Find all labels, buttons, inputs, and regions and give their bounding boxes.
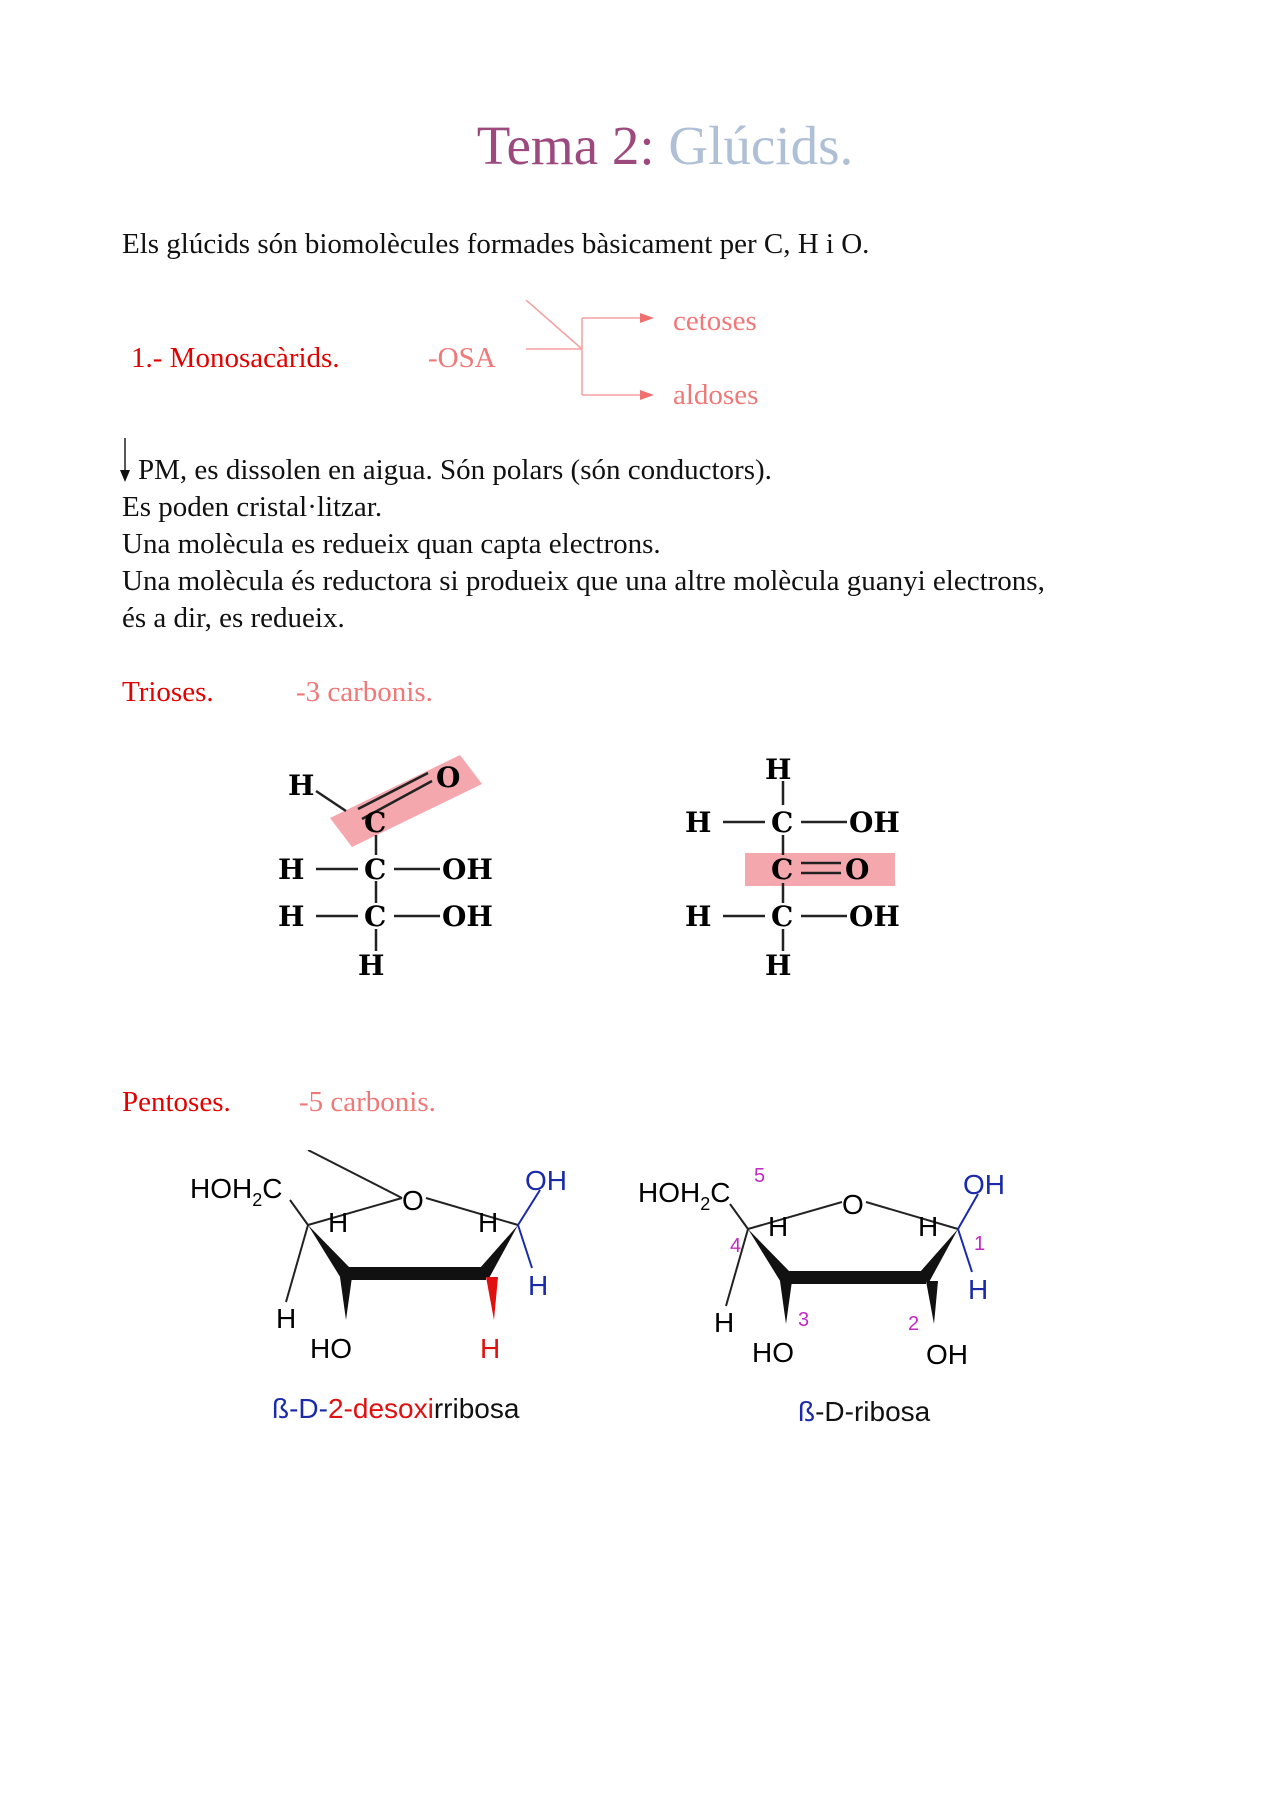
pentoses-note: -5 carbonis. bbox=[299, 1086, 436, 1118]
atom-c: C bbox=[364, 853, 387, 886]
down-arrow-icon bbox=[117, 436, 133, 486]
atom-h: H bbox=[765, 949, 792, 982]
atom-h: H bbox=[968, 1274, 989, 1305]
deoxyribose-structure bbox=[180, 1150, 600, 1430]
atom-oh: OH bbox=[926, 1339, 968, 1370]
property-line-2: Es poden cristal·litzar. bbox=[122, 491, 383, 523]
atom-oh: OH bbox=[525, 1165, 567, 1196]
atom-h-red: H bbox=[480, 1333, 501, 1364]
atom-h: H bbox=[358, 949, 385, 982]
atom-h: H bbox=[685, 900, 712, 933]
carbon-number-2: 2 bbox=[908, 1313, 920, 1335]
carbon-number-3: 3 bbox=[798, 1309, 810, 1331]
pentoses-label: Pentoses. bbox=[122, 1086, 231, 1118]
atom-o: O bbox=[845, 853, 870, 886]
atom-h: H bbox=[276, 1303, 297, 1334]
atom-c: C bbox=[771, 806, 794, 839]
intro-text: Els glúcids són biomolècules formades bàsicament per C, H i O. bbox=[122, 228, 870, 260]
ring-oxygen: O bbox=[842, 1189, 864, 1220]
atom-c: C bbox=[364, 806, 387, 839]
branch-cetoses: cetoses bbox=[673, 305, 757, 337]
atom-c: C bbox=[771, 853, 794, 886]
atom-h: H bbox=[478, 1207, 499, 1238]
section-monosacarids-heading: 1.- Monosacàrids. bbox=[131, 342, 340, 374]
atom-h: H bbox=[768, 1211, 789, 1242]
atom-o: O bbox=[436, 761, 461, 794]
ketone-highlight bbox=[745, 853, 895, 886]
atom-c: C bbox=[364, 900, 387, 933]
atom-h: H bbox=[278, 853, 305, 886]
atom-oh: OH bbox=[442, 853, 493, 886]
title-part-2: Glúcids. bbox=[668, 115, 854, 176]
atom-ho: HO bbox=[752, 1337, 794, 1368]
atom-h: H bbox=[714, 1307, 735, 1338]
property-line-3: Una molècula es redueix quan capta electrons. bbox=[122, 528, 661, 560]
ring-oxygen: O bbox=[402, 1185, 424, 1216]
atom-oh: OH bbox=[849, 900, 900, 933]
atom-h: H bbox=[278, 900, 305, 933]
atom-oh: OH bbox=[963, 1169, 1005, 1200]
glyceraldehyde-structure bbox=[270, 755, 530, 985]
atom-h: H bbox=[685, 806, 712, 839]
osa-suffix: -OSA bbox=[428, 342, 496, 374]
property-line-1: PM, es dissolen en aigua. Són polars (són conductors). bbox=[138, 454, 772, 486]
carbon-number-1: 1 bbox=[974, 1233, 986, 1255]
page-title bbox=[0, 115, 1280, 176]
atom-h: H bbox=[918, 1211, 939, 1242]
atom-h: H bbox=[328, 1207, 349, 1238]
group-hoh2c: $HOH_2C$ bbox=[638, 1177, 731, 1214]
title-part-1: Tema 2: bbox=[476, 115, 655, 176]
branch-aldoses: aldoses bbox=[673, 379, 759, 411]
atom-oh: OH bbox=[849, 806, 900, 839]
trioses-note: -3 carbonis. bbox=[296, 676, 433, 708]
atom-ho: HO bbox=[310, 1333, 352, 1364]
carbon-number-4: 4 bbox=[730, 1235, 742, 1257]
ribose-name: ß-D-ribosa bbox=[798, 1396, 931, 1427]
property-line-4: Una molècula és reductora si produeix que una altre molècula guanyi electrons, bbox=[122, 565, 1045, 597]
trioses-label: Trioses. bbox=[122, 676, 214, 708]
atom-c: C bbox=[771, 900, 794, 933]
atom-h: H bbox=[765, 755, 792, 786]
atom-h: H bbox=[528, 1270, 549, 1301]
deoxyribose-name: ß-D-2-desoxirribosa bbox=[272, 1393, 520, 1424]
branch-arrows bbox=[520, 300, 670, 410]
ribose-structure bbox=[628, 1150, 1048, 1430]
atom-oh: OH bbox=[442, 900, 493, 933]
carbon-number-5: 5 bbox=[754, 1165, 766, 1187]
atom-h: H bbox=[288, 769, 315, 802]
property-line-5: és a dir, es redueix. bbox=[122, 602, 345, 634]
group-hoh2c: $HOH_2C$ bbox=[190, 1173, 283, 1210]
dihydroxyacetone-structure bbox=[675, 755, 935, 985]
